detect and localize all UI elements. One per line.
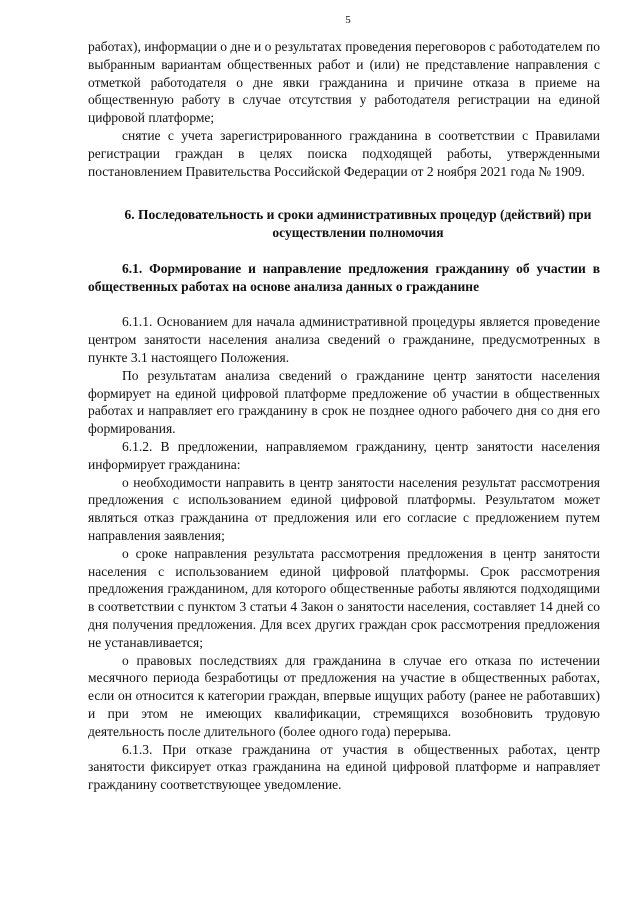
paragraph-analysis-result: По результатам анализа сведений о гражданине центр занятости населения формирует на единой цифровой платформе предложение об участии в общественных работах и направляет его гражданину в срок не позднее одного рабочего дня со дня его формирования. (88, 367, 600, 437)
page-number: 5 (345, 14, 351, 26)
subsection-heading: 6.1. Формирование и направление предложения гражданину об участии в общественных работах на основе анализа данных о гражданине (88, 261, 600, 295)
section-heading: 6. Последовательность и сроки административных процедур (действий) при осуществлении полномочия (124, 207, 592, 241)
paragraph-deregistration: снятие с учета зарегистрированного гражданина в соответствии с Правилами регистрации граждан в целях поиска подходящей работы, утвержденными постановлением Правительства Российской Федерации от 2 ноября 2021 года № 1909. (88, 127, 600, 179)
paragraph-6-1-1: 6.1.1. Основанием для начала административной процедуры является проведение центром занятости населения анализа сведений о гражданине, предусмотренных в пункте 3.1 настоящего Положения. (88, 314, 600, 365)
paragraph-legal-consequences: о правовых последствиях для гражданина в случае его отказа по истечении месячного периода безработицы от предложения на участие в общественных работах, если он относится к категории граждан, впервые ищущих работу (ранее не работавших) и при этом не имеющих квалификации, стремящихся возобновить трудовую деятельность после длительного (более одного года) перерыва. (88, 652, 600, 739)
paragraph-deadline: о сроке направления результата рассмотрения предложения в центр занятости населения с использованием единой цифровой платформы. Срок рассмотрения предложения гражданином, для которого общественные работы являются подходящими в соответствии с пунктом 3 статьи 4 Закон о занятости населения, составляет 14 дней со дня получения предложения. Для всех других граждан срок рассмотрения предложения не устанавливается; (88, 545, 600, 650)
paragraph-6-1-2: 6.1.2. В предложении, направляемом гражданину, центр занятости населения информирует гражданина: (88, 438, 600, 472)
paragraph-continuation: работах), информации о дне и о результатах проведения переговоров с работодателем по выбранным вариантам общественных работ и (или) не представление направления с отметкой работодателя о дне явки гражданина и причине отказа в приеме на общественную работу в случае отсутствия у работодателя регистрации на единой цифровой платформе; (88, 39, 600, 126)
paragraph-6-1-3: 6.1.3. При отказе гражданина от участия в общественных работах, центр занятости фиксирует отказ гражданина на единой цифровой платформе и направляет гражданину соответствующее уведомление. (88, 741, 600, 793)
paragraph-necessity: о необходимости направить в центр занятости населения результат рассмотрения предложения с использованием единой цифровой платформы. Результатом может являться отказ гражданина от предложения или его согласие с предложением путем направления заявления; (88, 474, 600, 543)
